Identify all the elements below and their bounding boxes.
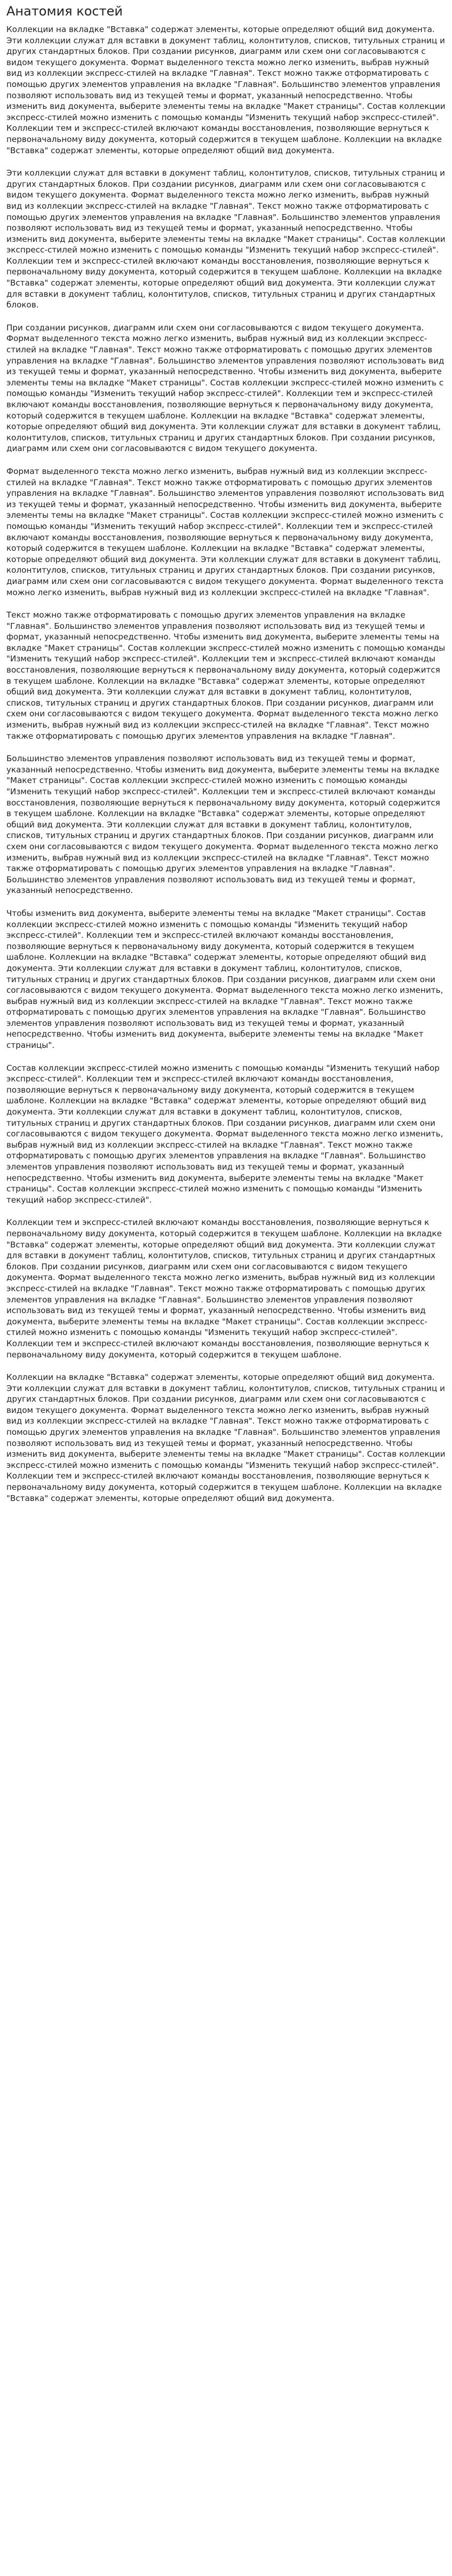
paragraph-10: Коллекции на вкладке "Вставка" содержат элементы, которые определяют общий вид документа. Эти коллекции служат для вставки в документ таблиц, колонтитулов, списков, титульных страниц и других стандартных блоков. При создании рисунков, диаграмм или схем они согласовываются с видом текущего документа. Формат выделенного текста можно легко изменить, выбрав нужный вид из коллекции экспресс-стилей на вкладке "Главная". Текст можно также отформатировать с помощью других элементов управления на вкладке "Главная". Большинство элементов управления позволяют использовать вид из текущей темы и формат, указанный непосредственно. Чтобы изменить вид документа, выберите элементы темы на вкладке "Макет страницы". Состав коллекции экспресс-стилей можно изменить с помощью команды "Изменить текущий набор экспресс-стилей". Коллекции тем и экспресс-стилей включают команды восстановления, позволяющие вернуться к первоначальному виду документа, который содержится в текущем шаблоне. Коллекции на вкладке "Вставка" содержат элементы, которые определяют общий вид документа. <box>6 1372 446 1503</box>
page-title: Анатомия костей <box>6 4 123 19</box>
paragraph-6: Большинство элементов управления позволяют использовать вид из текущей темы и формат, указанный непосредственно. Чтобы изменить вид документа, выберите элементы темы на вкладке "Макет страницы". Состав коллекции экспресс-стилей можно изменить с помощью команды "Изменить текущий набор экспресс-стилей". Коллекции тем и экспресс-стилей включают команды восстановления, позволяющие вернуться к первоначальному виду документа, который содержится в текущем шаблоне. Коллекции на вкладке "Вставка" содержат элементы, которые определяют общий вид документа. Эти коллекции служат для вставки в документ таблиц, колонтитулов, списков, титульных страниц и других стандартных блоков. При создании рисунков, диаграмм или схем они согласовываются с видом текущего документа. Формат выделенного текста можно легко изменить, выбрав нужный вид из коллекции экспресс-стилей на вкладке "Главная". Текст можно также отформатировать с помощью других элементов управления на вкладке "Главная". Большинство элементов управления позволяют использовать вид из текущей темы и формат, указанный непосредственно. <box>6 754 440 896</box>
paragraph-4: Формат выделенного текста можно легко изменить, выбрав нужный вид из коллекции экспресс-стилей на вкладке "Главная". Текст можно также отформатировать с помощью других элементов управления на вкладке "Главная". Большинство элементов управления позволяют использовать вид из текущей темы и формат, указанный непосредственно. Чтобы изменить вид документа, выберите элементы темы на вкладке "Макет страницы". Состав коллекции экспресс-стилей можно изменить с помощью команды "Изменить текущий набор экспресс-стилей". Коллекции тем и экспресс-стилей включают команды восстановления, позволяющие вернуться к первоначальному виду документа, который содержится в текущем шаблоне. Коллекции на вкладке "Вставка" содержат элементы, которые определяют общий вид документа. Эти коллекции служат для вставки в документ таблиц, колонтитулов, списков, титульных страниц и других стандартных блоков. При создании рисунков, диаграмм или схем они согласовываются с видом текущего документа. Формат выделенного текста можно легко изменить, выбрав нужный вид из коллекции экспресс-стилей на вкладке "Главная". <box>6 466 445 597</box>
paragraph-8: Состав коллекции экспресс-стилей можно изменить с помощью команды "Изменить текущий набор экспресс-стилей". Коллекции тем и экспресс-стилей включают команды восстановления, позволяющие вернуться к первоначальному виду документа, который содержится в текущем шаблоне. Коллекции на вкладке "Вставка" содержат элементы, которые определяют общий вид документа. Эти коллекции служат для вставки в документ таблиц, колонтитулов, списков, титульных страниц и других стандартных блоков. При создании рисунков, диаграмм или схем они согласовываются с видом текущего документа. Формат выделенного текста можно легко изменить, выбрав нужный вид из коллекции экспресс-стилей на вкладке "Главная". Текст можно также отформатировать с помощью других элементов управления на вкладке "Главная". Большинство элементов управления позволяют использовать вид из текущей темы и формат, указанный непосредственно. Чтобы изменить вид документа, выберите элементы темы на вкладке "Макет страницы". Состав коллекции экспресс-стилей можно изменить с помощью команды "Изменить текущий набор экспресс-стилей". <box>6 1063 443 1205</box>
paragraph-3: При создании рисунков, диаграмм или схем они согласовываются с видом текущего документа. Формат выделенного текста можно легко изменить, выбрав нужный вид из коллекции экспресс-стилей на вкладке "Главная". Текст можно также отформатировать с помощью других элементов управления на вкладке "Главная". Большинство элементов управления позволяют использовать вид из текущей темы и формат, указанный непосредственно. Чтобы изменить вид документа, выберите элементы темы на вкладке "Макет страницы". Состав коллекции экспресс-стилей можно изменить с помощью команды "Изменить текущий набор экспресс-стилей". Коллекции тем и экспресс-стилей включают команды восстановления, позволяющие вернуться к первоначальному виду документа, который содержится в текущем шаблоне. Коллекции на вкладке "Вставка" содержат элементы, которые определяют общий вид документа. Эти коллекции служат для вставки в документ таблиц, колонтитулов, списков, титульных страниц и других стандартных блоков. При создании рисунков, диаграмм или схем они согласовываются с видом текущего документа. <box>6 322 445 454</box>
paragraph-2: Эти коллекции служат для вставки в документ таблиц, колонтитулов, списков, титульных страниц и других стандартных блоков. При создании рисунков, диаграмм или схем они согласовываются с видом текущего документа. Формат выделенного текста можно легко изменить, выбрав нужный вид из коллекции экспресс-стилей на вкладке "Главная". Текст можно также отформатировать с помощью других элементов управления на вкладке "Главная". Большинство элементов управления позволяют использовать вид из текущей темы и формат, указанный непосредственно. Чтобы изменить вид документа, выберите элементы темы на вкладке "Макет страницы". Состав коллекции экспресс-стилей можно изменить с помощью команды "Изменить текущий набор экспресс-стилей". Коллекции тем и экспресс-стилей включают команды восстановления, позволяющие вернуться к первоначальному виду документа, который содержится в текущем шаблоне. Коллекции на вкладке "Вставка" содержат элементы, которые определяют общий вид документа. Эти коллекции служат для вставки в документ таблиц, колонтитулов, списков, титульных страниц и других стандартных блоков. <box>6 168 446 310</box>
paragraph-1: Коллекции на вкладке "Вставка" содержат элементы, которые определяют общий вид документа. Эти коллекции служат для вставки в документ таблиц, колонтитулов, списков, титульных страниц и других стандартных блоков. При создании рисунков, диаграмм или схем они согласовываются с видом текущего документа. Формат выделенного текста можно легко изменить, выбрав нужный вид из коллекции экспресс-стилей на вкладке "Главная". Текст можно также отформатировать с помощью других элементов управления на вкладке "Главная". Большинство элементов управления позволяют использовать вид из текущей темы и формат, указанный непосредственно. Чтобы изменить вид документа, выберите элементы темы на вкладке "Макет страницы". Состав коллекции экспресс-стилей можно изменить с помощью команды "Изменить текущий набор экспресс-стилей". Коллекции тем и экспресс-стилей включают команды восстановления, позволяющие вернуться к первоначальному виду документа, который содержится в текущем шаблоне. Коллекции на вкладке "Вставка" содержат элементы, которые определяют общий вид документа. <box>6 25 446 155</box>
paragraph-7: Чтобы изменить вид документа, выберите элементы темы на вкладке "Макет страницы". Состав коллекции экспресс-стилей можно изменить с помощью команды "Изменить текущий набор экспресс-стилей". Коллекции тем и экспресс-стилей включают команды восстановления, позволяющие вернуться к первоначальному виду документа, который содержится в текущем шаблоне. Коллекции на вкладке "Вставка" содержат элементы, которые определяют общий вид документа. Эти коллекции служат для вставки в документ таблиц, колонтитулов, списков, титульных страниц и других стандартных блоков. При создании рисунков, диаграмм или схем они согласовываются с видом текущего документа. Формат выделенного текста можно легко изменить, выбрав нужный вид из коллекции экспресс-стилей на вкладке "Главная". Текст можно также отформатировать с помощью других элементов управления на вкладке "Главная". Большинство элементов управления позволяют использовать вид из текущей темы и формат, указанный непосредственно. Чтобы изменить вид документа, выберите элементы темы на вкладке "Макет страницы". <box>6 908 443 1050</box>
paragraph-5: Текст можно также отформатировать с помощью других элементов управления на вкладке "Главная". Большинство элементов управления позволяют использовать вид из текущей темы и формат, указанный непосредственно. Чтобы изменить вид документа, выберите элементы темы на вкладке "Макет страницы". Состав коллекции экспресс-стилей можно изменить с помощью команды "Изменить текущий набор экспресс-стилей". Коллекции тем и экспресс-стилей включают команды восстановления, позволяющие вернуться к первоначальному виду документа, который содержится в текущем шаблоне. Коллекции на вкладке "Вставка" содержат элементы, которые определяют общий вид документа. Эти коллекции служат для вставки в документ таблиц, колонтитулов, списков, титульных страниц и других стандартных блоков. При создании рисунков, диаграмм или схем они согласовываются с видом текущего документа. Формат выделенного текста можно легко изменить, выбрав нужный вид из коллекции экспресс-стилей на вкладке "Главная". Текст можно также отформатировать с помощью других элементов управления на вкладке "Главная". <box>6 610 446 741</box>
paragraph-9: Коллекции тем и экспресс-стилей включают команды восстановления, позволяющие вернуться к первоначальному виду документа, который содержится в текущем шаблоне. Коллекции на вкладке "Вставка" содержат элементы, которые определяют общий вид документа. Эти коллекции служат для вставки в документ таблиц, колонтитулов, списков, титульных страниц и других стандартных блоков. При создании рисунков, диаграмм или схем они согласовываются с видом текущего документа. Формат выделенного текста можно легко изменить, выбрав нужный вид из коллекции экспресс-стилей на вкладке "Главная". Текст можно также отформатировать с помощью других элементов управления на вкладке "Главная". Большинство элементов управления позволяют использовать вид из текущей темы и формат, указанный непосредственно. Чтобы изменить вид документа, выберите элементы темы на вкладке "Макет страницы". Состав коллекции экспресс-стилей можно изменить с помощью команды "Изменить текущий набор экспресс-стилей". Коллекции тем и экспресс-стилей включают команды восстановления, позволяющие вернуться к первоначальному виду документа, который содержится в текущем шаблоне. <box>6 1218 442 1360</box>
